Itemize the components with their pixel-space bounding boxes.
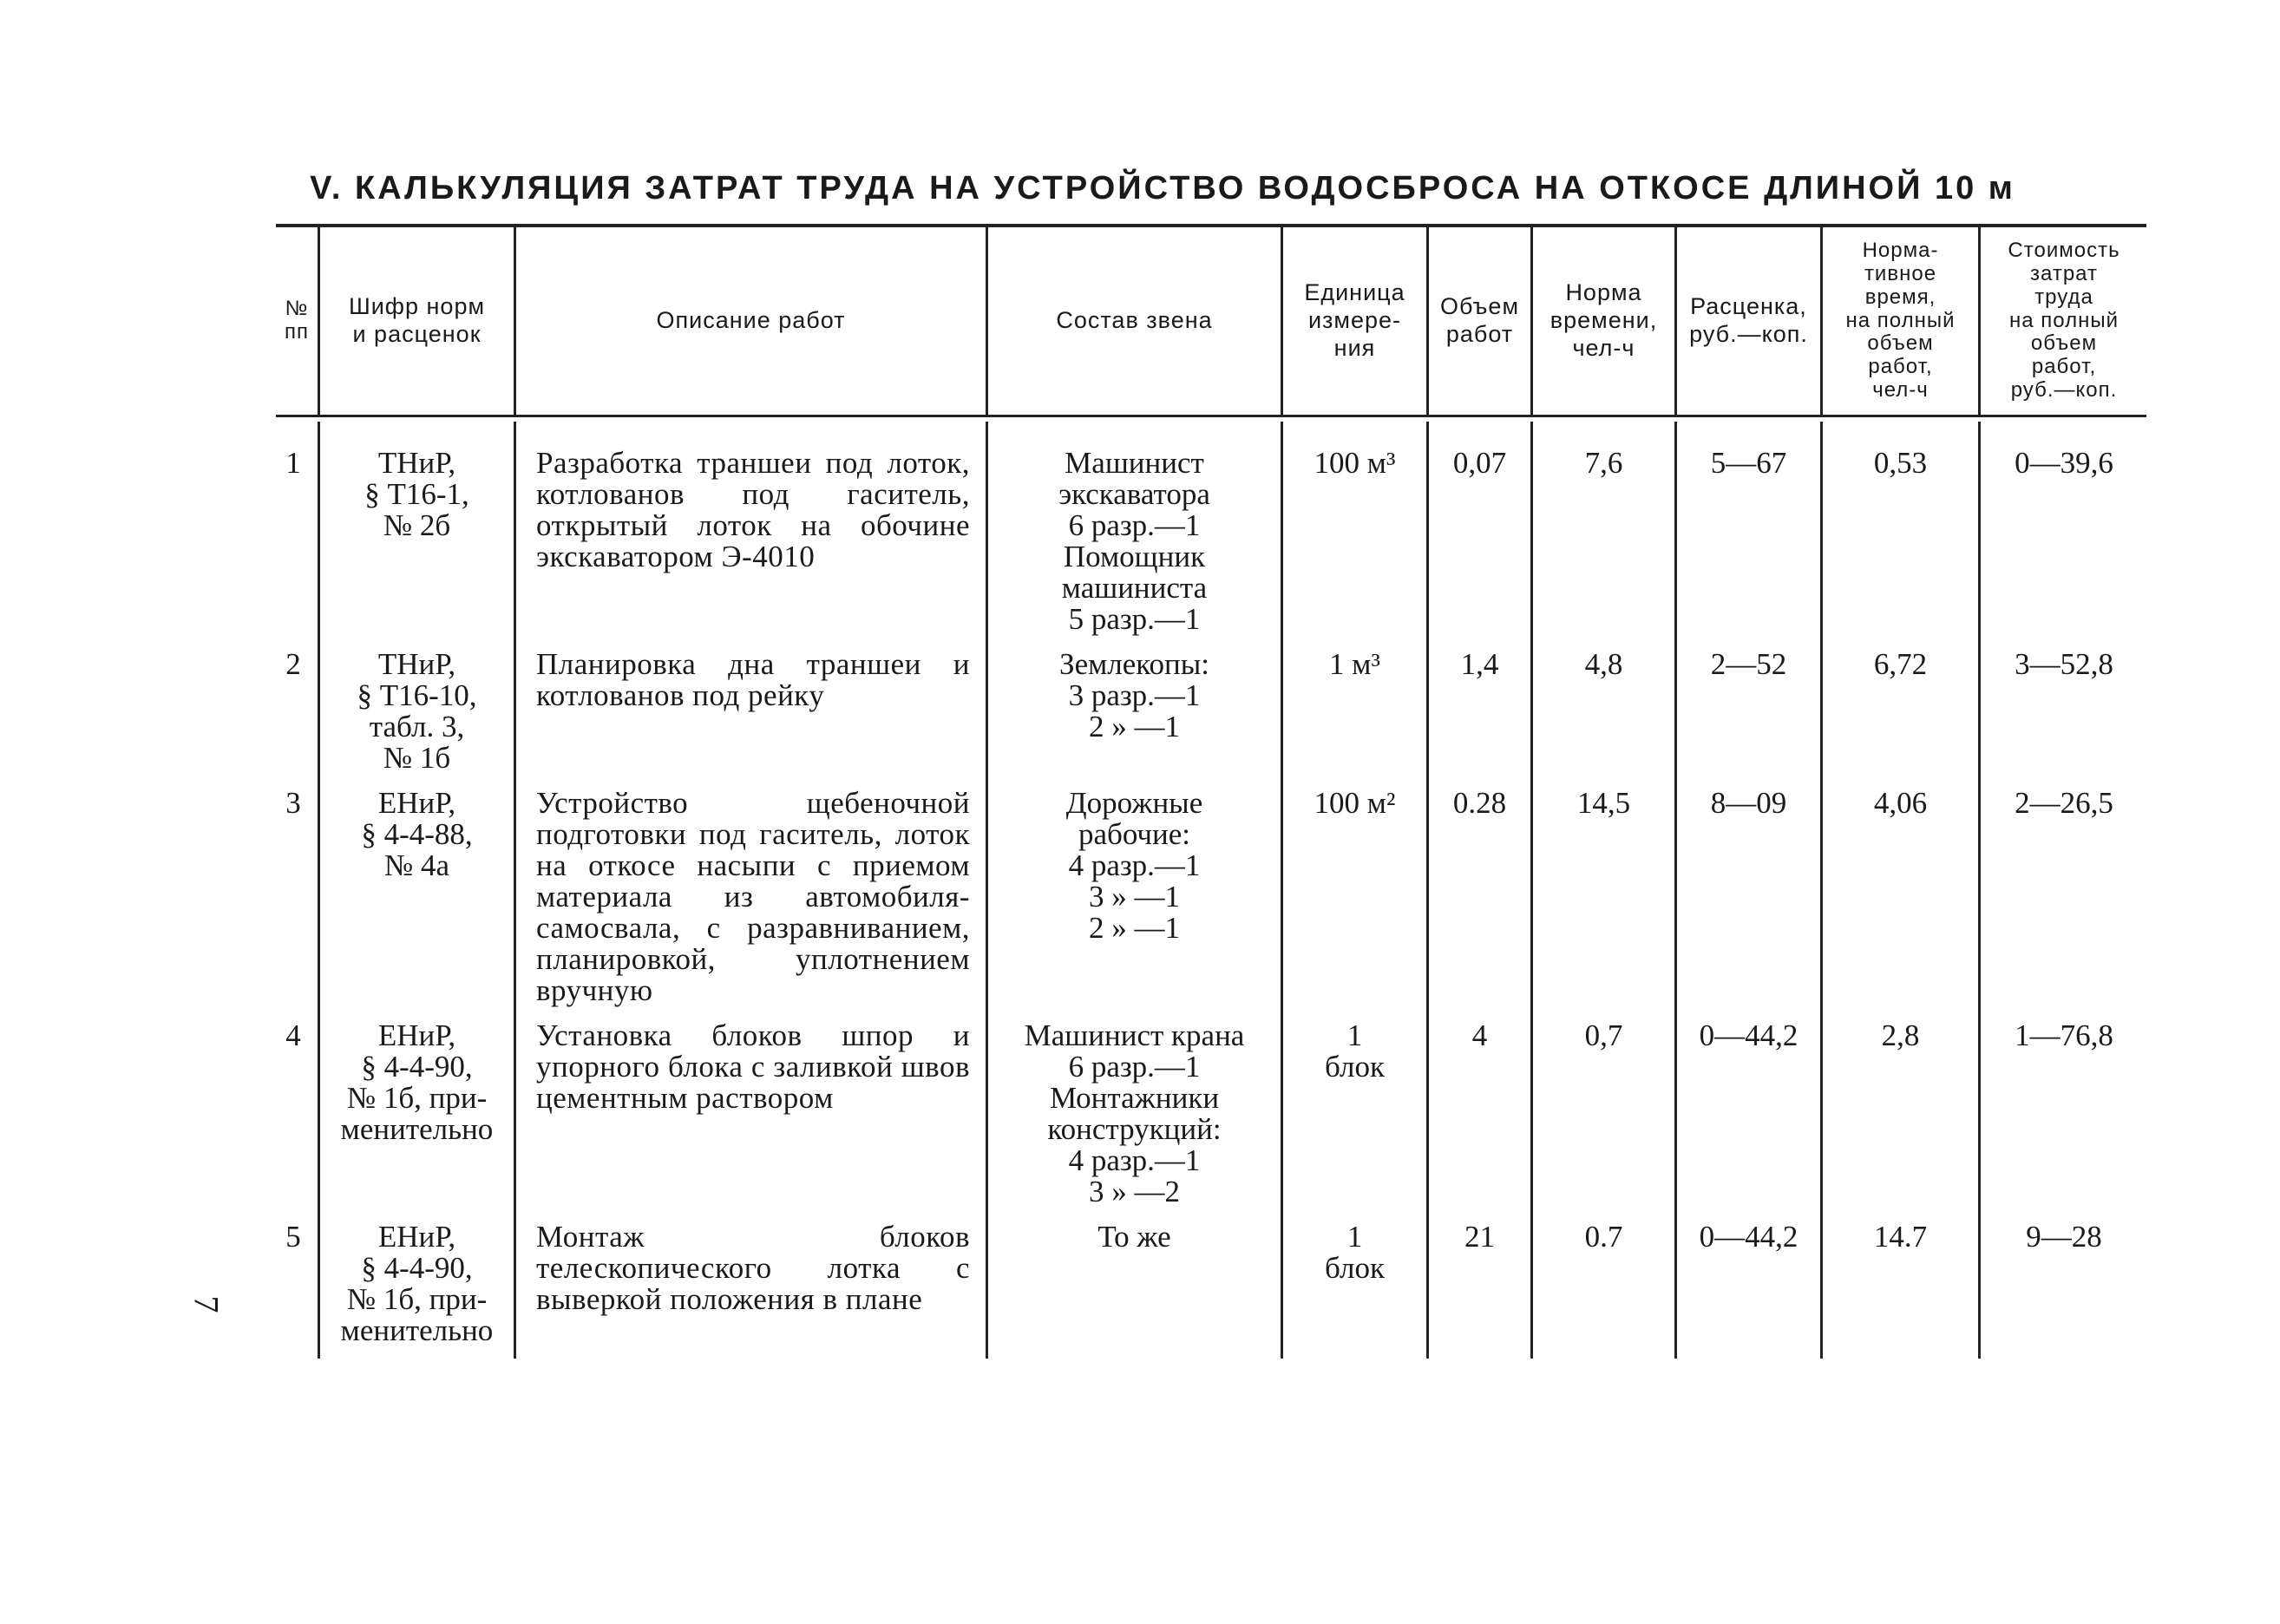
column-divider bbox=[1674, 422, 1677, 1359]
row-code: ЕНиР, § 4-4-88, № 4а bbox=[361, 786, 473, 882]
column-divider bbox=[1820, 422, 1823, 1359]
row-time-norm: 4,8 bbox=[1584, 647, 1623, 681]
row-total-cost: 3—52,8 bbox=[2015, 647, 2113, 681]
row-time-norm: 7,6 bbox=[1584, 446, 1623, 480]
row-volume: 0.28 bbox=[1452, 786, 1507, 820]
header-volume: Объем работ bbox=[1439, 293, 1520, 347]
row-unit: 100 м² bbox=[1314, 786, 1396, 820]
row-rate: 8—09 bbox=[1710, 786, 1787, 820]
row-num: 5 bbox=[285, 1220, 301, 1254]
row-crew: Машинист крана 6 разр.—1 Монтажники конструкций: 4 разр.—1 3 » —2 bbox=[1024, 1018, 1245, 1208]
row-total-time: 0,53 bbox=[1873, 446, 1928, 480]
row-num: 1 bbox=[285, 446, 301, 480]
row-volume: 4 bbox=[1471, 1018, 1488, 1052]
row-volume: 0,07 bbox=[1452, 446, 1507, 480]
header-total-time: Норма- тивное время, на полный объем работ, чел-ч bbox=[1845, 238, 1956, 403]
row-rate: 0—44,2 bbox=[1699, 1018, 1798, 1052]
row-volume: 1,4 bbox=[1460, 647, 1499, 681]
row-rate: 2—52 bbox=[1710, 647, 1787, 681]
row-total-cost: 0—39,6 bbox=[2015, 446, 2113, 480]
row-volume: 21 bbox=[1464, 1220, 1495, 1254]
row-time-norm: 0,7 bbox=[1584, 1018, 1623, 1052]
row-unit: 1 блок bbox=[1325, 1018, 1385, 1084]
header-time-norm: Норма времени, чел-ч bbox=[1549, 279, 1658, 361]
row-code: ТНиР, § Т16-1, № 2б bbox=[364, 446, 469, 542]
row-code: ЕНиР, § 4-4-90, № 1б, при- менительно bbox=[340, 1018, 494, 1146]
row-rate: 0—44,2 bbox=[1699, 1220, 1798, 1254]
row-total-cost: 2—26,5 bbox=[2015, 786, 2113, 820]
header-rate: Расценка, руб.—коп. bbox=[1689, 293, 1808, 347]
row-unit: 1 блок bbox=[1325, 1220, 1385, 1285]
row-total-cost: 1—76,8 bbox=[2015, 1018, 2113, 1052]
header-total-cost: Стоимость затрат труда на полный объем работ, руб.—коп. bbox=[2008, 238, 2120, 403]
column-divider bbox=[1281, 422, 1283, 1359]
row-code: ЕНиР, § 4-4-90, № 1б, при- менительно bbox=[340, 1220, 494, 1347]
row-code: ТНиР, § Т16-10, табл. 3, № 1б bbox=[357, 647, 477, 775]
row-description: Устройство щебеночной подготовки под гаситель, лоток на откосе насыпи с приемом материала из автомобиля-самосвала, с разравниванием, планировкой, уплотнением вручную bbox=[536, 786, 970, 1007]
row-description: Планировка дна траншеи и котлованов под рейку bbox=[536, 647, 970, 712]
row-crew: Машинист экскаватора 6 разр.—1 Помощник машиниста 5 разр.—1 bbox=[1058, 446, 1210, 636]
row-time-norm: 0.7 bbox=[1584, 1220, 1623, 1254]
column-divider bbox=[1530, 422, 1533, 1359]
row-num: 4 bbox=[285, 1018, 301, 1052]
column-divider bbox=[318, 422, 320, 1359]
row-total-time: 4,06 bbox=[1873, 786, 1928, 820]
header-unit: Единица измере- ния bbox=[1304, 279, 1405, 361]
header-num: № пп bbox=[285, 297, 309, 344]
row-num: 3 bbox=[285, 786, 301, 820]
row-unit: 1 м³ bbox=[1329, 647, 1380, 681]
page-number: 7 bbox=[187, 1295, 226, 1313]
row-crew: Дорожные рабочие: 4 разр.—1 3 » —1 2 » —1 bbox=[1065, 786, 1203, 945]
row-description: Монтаж блоков телескопического лотка с выверкой положения в плане bbox=[536, 1220, 970, 1316]
row-rate: 5—67 bbox=[1710, 446, 1787, 480]
row-total-time: 14.7 bbox=[1873, 1220, 1928, 1254]
column-divider bbox=[514, 422, 516, 1359]
row-total-time: 2,8 bbox=[1881, 1018, 1920, 1052]
row-description: Разработка траншеи под лоток, котлованов под гаситель, открытый лоток на обочине экскаватором Э-4010 bbox=[536, 446, 970, 573]
header-crew: Состав звена bbox=[1056, 307, 1213, 334]
row-total-cost: 9—28 bbox=[2026, 1220, 2102, 1254]
column-divider bbox=[1426, 422, 1429, 1359]
header-description: Описание работ bbox=[656, 307, 846, 334]
row-description: Установка блоков шпор и упорного блока с заливкой швов цементным раствором bbox=[536, 1018, 970, 1115]
page-title: V. КАЛЬКУЛЯЦИЯ ЗАТРАТ ТРУДА НА УСТРОЙСТВО ВОДОСБРОСА НА ОТКОСЕ ДЛИНОЙ 10 м bbox=[310, 170, 2015, 206]
row-num: 2 bbox=[285, 647, 301, 681]
row-unit: 100 м³ bbox=[1314, 446, 1396, 480]
header-code: Шифр норм и расценок bbox=[348, 293, 486, 347]
row-crew: Землекопы: 3 разр.—1 2 » —1 bbox=[1059, 647, 1209, 743]
table-header-rule bbox=[276, 415, 2146, 417]
column-divider bbox=[1978, 422, 1981, 1359]
row-time-norm: 14,5 bbox=[1576, 786, 1631, 820]
row-crew: То же bbox=[1097, 1220, 1171, 1254]
row-total-time: 6,72 bbox=[1873, 647, 1928, 681]
